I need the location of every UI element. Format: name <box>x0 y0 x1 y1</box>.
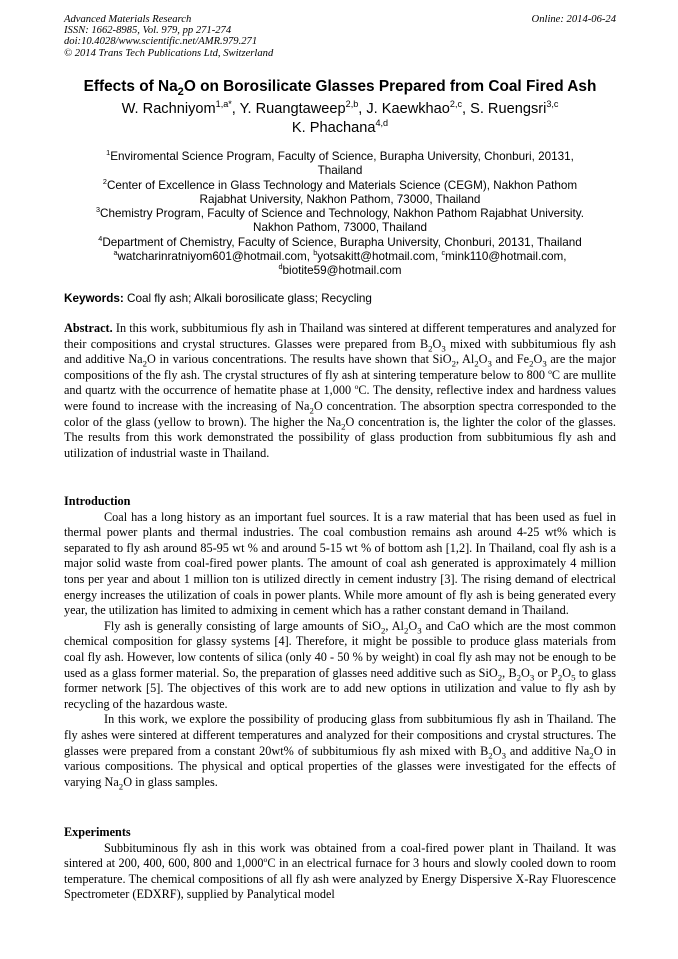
online-date: Online: 2014-06-24 <box>531 14 616 25</box>
author-list: W. Rachniyom$^{1,a*}$, Y. Ruangtaweep$^{2,b}$, J. Kaewkhao$^{2,c}$, S. Ruengsri$^{3,c}$ K. Phachana$^{4,d}$ <box>121 99 559 136</box>
email-list: $^a$watcharinratniyom601@hotmail.com, $^b$yotsakitt@hotmail.com, $^c$mink110@hotmail.com, $^d$biotite59@hotmail.com <box>113 248 567 278</box>
paragraph: Coal has a long history as an important fuel sources. It is a raw material that has been used as fuel in thermal power plants and thermal industries. The coal combustion remains ash around 4-25 wt% which is separated to fly ash around 85-95 wt % and around 5-15 wt % of bottom ash [1,2]. In Thailand, coal fly ash is a major solid waste from coal-fired power plants. The amount of coal ash generated is approximately 4 million tons per year and about 1 million ton is utilized directly in cement industry [3]. The rising demand of electrical energy increases the utilization of coals in power plants. While more amount of fly ash is being generated every year, the utilization has limited to admixing in cement which has a rather constant demand in Thailand. <box>64 509 616 618</box>
paragraph: In this work, we explore the possibility of producing glass from subbitumious fly ash in Thailand. The fly ashes were sintered at different temperatures and analyzed for their compositions and crystal structures. The glasses were prepared from a constant 20wt% of subbitumious fly ash mixed with $B_2O_3$ and additive $Na_2O$ in various compositions. The physical and optical properties of the glasses were investigated for the effects of varying $Na_2O$ in glass samples. <box>64 712 617 792</box>
email-link[interactable]: mink110@hotmail.com <box>445 250 564 264</box>
author: W. Rachniyom$^{1,a*}$ <box>121 99 232 117</box>
affiliation: $^3$Chemistry Program, Faculty of Science and Technology, Nakhon Pathom Rajabhat University. Nakhon Pathom, 73000, Thailand <box>95 205 584 235</box>
doi-line[interactable]: doi:10.4028/www.scientific.net/AMR.979.271 <box>64 36 258 48</box>
author: K. Phachana$^{4,d}$ <box>291 118 389 136</box>
issn-line: ISSN: 1662-8985, Vol. 979, pp 271-274 <box>64 25 232 37</box>
affiliation: $^1$Enviromental Science Program, Faculty of Science, Burapha University, Chonburi, 20131, Thailand <box>106 148 574 178</box>
affiliations <box>60 150 620 279</box>
introduction-section <box>64 494 616 790</box>
keywords-text: Coal fly ash; Alkali borosilicate glass; Recycling <box>127 292 372 305</box>
keywords-label: Keywords: <box>64 292 124 305</box>
journal-name: Advanced Materials Research <box>64 14 192 25</box>
author: J. Kaewkhao$^{2,c}$ <box>366 99 462 117</box>
abstract: Abstract. In this work, subbitumious fly ash in Thailand was sintered at different temperatures and analyzed for their compositions and crystal structures. Glasses were prepared from $B_2O_3$ mixed with subbitumious fly ash and additive $Na_2O$ in various concentrations. The results have shown that SiO$_2$, $Al_2O_3$ and $Fe_2O_3$ are the major compositions of the fly ash. The crystal structures of fly ash at sintering temperature below to 800 $^o$C are mullite and quartz with the occurrence of hematite phase at 1,000 $^o$C. The density, reflective index and hardness values were found to increase with the increasing of $Na_2O$ concentration. The absorption spectra corresponded to the color of the glass (yellow to brown). The higher the $Na_2O$ concentration is, the lighter the color of the glasses. The results from this work demonstrated the possibility of glass production from subbitumious fly ash and utilization of industrial waste in Thailand. <box>64 321 617 460</box>
email-link[interactable]: watcharinratniyom601@hotmail.com <box>117 250 307 264</box>
author: S. Ruengsri$^{3,c}$ <box>470 99 559 117</box>
paragraph: Subbituminous fly ash in this work was obtained from a coal-fired power plant in Thailand. It was sintered at 200, 400, 600, 800 and 1,000$^o$C in an electrical furnace for 3 hours and slowly cooled down to room temperature. The chemical compositions of all fly ash were analyzed by Energy Dispersive X-Ray Fluorescence Spectrometer (EDXRF), supplied by Panalytical model <box>64 840 616 902</box>
keywords <box>64 292 616 306</box>
email-link[interactable]: yotsakitt@hotmail.com <box>317 250 435 264</box>
author: Y. Ruangtaweep$^{2,b}$ <box>239 99 359 117</box>
experiments-heading: Experiments <box>64 825 131 839</box>
paragraph: Fly ash is generally consisting of large amounts of SiO$_2$, $Al_2O_3$ and CaO which are the most common chemical composition for glassy systems [4]. Therefore, it might be possible to produce glass materials from coal fly ash. However, low contents of silica (only 40 - 50 % by weight) in coal fly ash may not be enough to be used as a glass former material. So, the preparation of glasses need additive such as SiO$_2$, $B_2O_3$ or $P_2O_5$ to glass former network [5]. The objectives of this work are to add new options in utilization and value to fly ash by recycling of the hazardous waste. <box>64 618 617 711</box>
publication-header <box>64 14 616 59</box>
introduction-heading: Introduction <box>64 494 131 508</box>
abstract-label: Abstract. <box>64 321 113 335</box>
copyright-line: © 2014 Trans Tech Publications Ltd, Switzerland <box>64 47 274 59</box>
affiliation: $^4$Department of Chemistry, Faculty of Science, Burapha University, Chonburi, 20131, Thailand <box>98 233 582 249</box>
paper-title: Effects of $Na_2O$ on Borosilicate Glasses Prepared from Coal Fired Ash <box>83 78 597 99</box>
email-link[interactable]: biotite59@hotmail.com <box>282 264 402 278</box>
affiliation: $^2$Center of Excellence in Glass Technology and Materials Science (CEGM), Nakhon Pathom Rajabhat University, Nakhon Pathom, 73000, Thailand <box>102 176 578 206</box>
experiments-section <box>64 825 616 903</box>
